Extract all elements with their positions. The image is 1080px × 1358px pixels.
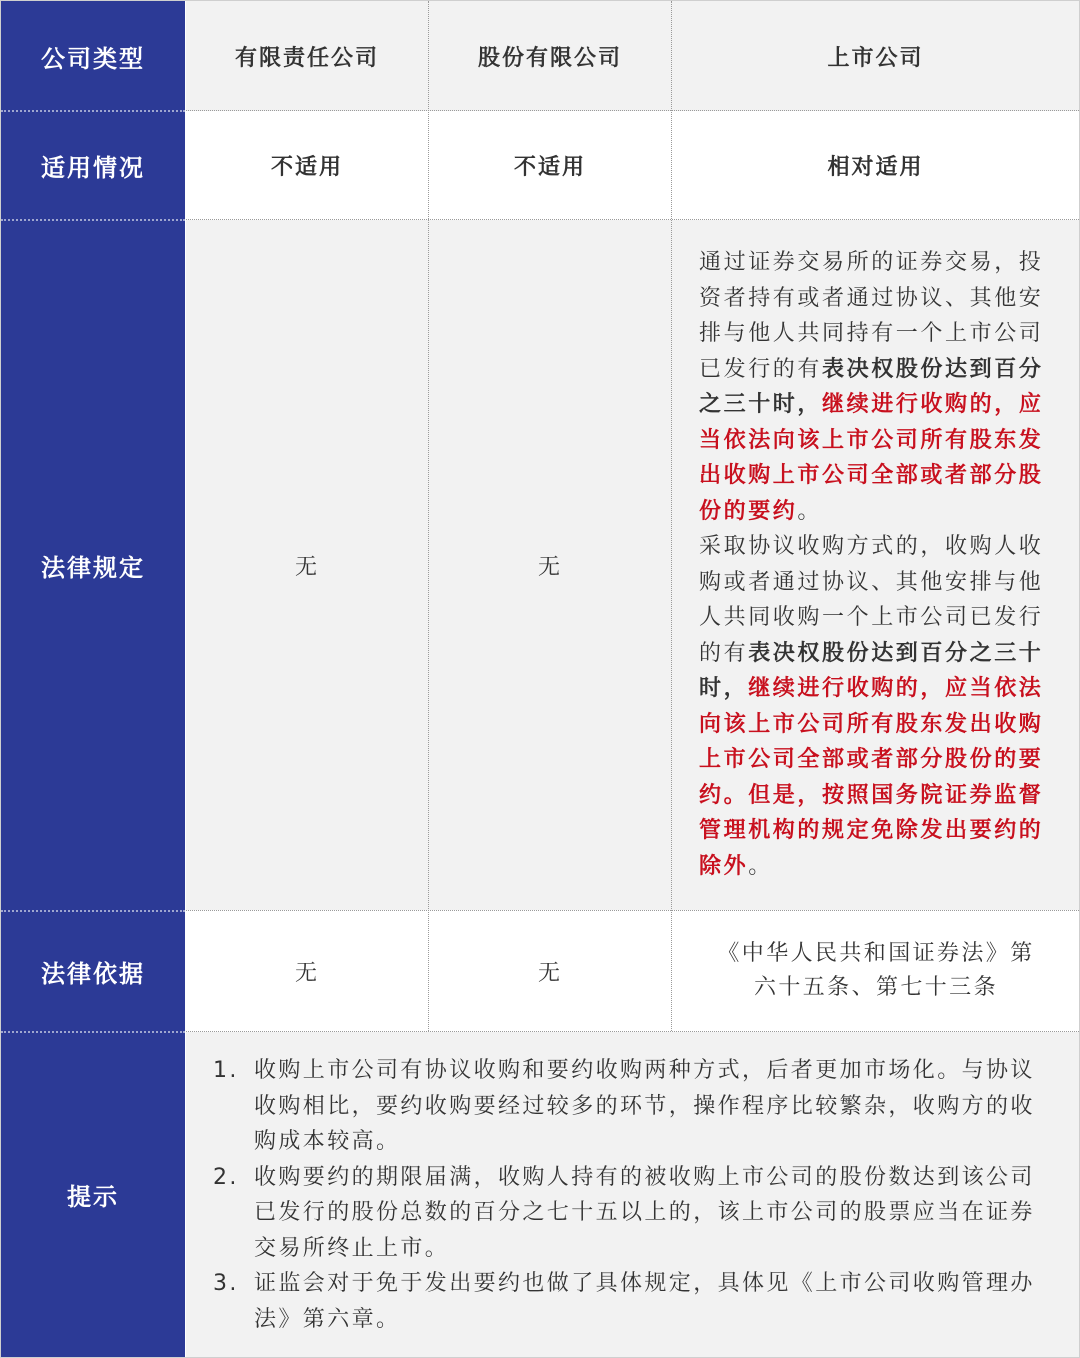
legal-basis-llc: 无 [294,960,319,986]
rule-text-end: 。 [797,498,823,524]
tip-text: 收购上市公司有协议收购和要约收购两种方式，后者更加市场化。与协议收购相比，要约收购要经过较多的环节，操作程序比较繁杂，收购方的收购成本较高。 [254,1058,1035,1154]
rule-text-normal: 通过证券交易所的证券交易，投资者持有或者通过协议、其他安排与他人共同持有一个上市公司已发行的有 [699,250,1044,382]
column-header-llc: 有限责任公司 [234,45,379,71]
rule-text-end: 。 [748,853,773,879]
legal-rules-llc: 无 [294,554,319,580]
tip-item [213,1266,1058,1337]
rule-paragraph-2 [699,529,1059,884]
header-company-type: 公司类型 [41,44,145,73]
legal-basis-jsc: 无 [537,960,562,986]
column-header-listed: 上市公司 [827,45,924,71]
tip-number: 2. [213,1164,239,1190]
rule-text-highlight: 继续进行收购的，应当依法向该上市公司所有股东发出收购上市公司全部或者部分股份的要约。但是，按照国务院证券监督管理机构的规定免除发出要约的除外 [699,676,1044,879]
tip-number: 1. [213,1058,239,1083]
rule-text-normal: 采取协议收购方式的，收购人收购或者通过协议、其他安排与他人共同收购一个上市公司已发行的有 [699,534,1044,666]
header-tips: 提示 [67,1183,119,1211]
applicability-listed: 相对适用 [827,154,924,180]
legal-rules-listed [699,245,1059,884]
legal-basis-line-1: 《中华人民共和国证券法》第 [717,941,1035,966]
rule-text-highlight: 继续进行收购的，应当依法向该上市公司所有股东发出收购上市公司全部或者部分股份的要约 [699,392,1044,524]
rule-text-bold: 表决权股份达到百分之三十时， [699,640,1044,701]
tip-text: 证监会对于免于发出要约也做了具体规定，具体见《上市公司收购管理办法》第六章。 [254,1271,1035,1332]
tip-item [213,1053,1058,1160]
tip-item [213,1160,1058,1267]
header-applicability: 适用情况 [41,153,145,182]
applicability-jsc: 不适用 [513,154,586,180]
applicability-llc: 不适用 [270,154,343,180]
legal-rules-jsc: 无 [537,554,562,580]
header-legal-basis: 法律依据 [41,959,145,988]
tip-number: 3. [213,1271,239,1296]
column-header-jsc: 股份有限公司 [477,45,622,71]
legal-basis-line-2: 六十五条、第七十三条 [753,975,998,1000]
rule-text-bold: 表决权股份达到百分之三十时， [699,356,1044,417]
rule-paragraph-1 [699,245,1059,529]
row-divider [186,1031,1079,1032]
tips-list [213,1053,1058,1337]
tip-text: 收购要约的期限届满，收购人持有的被收购上市公司的股份数达到该公司已发行的股份总数的百分之七十五以上的，该上市公司的股票应当在证券交易所终止上市。 [254,1164,1035,1261]
legal-basis-listed [673,911,1079,1031]
header-legal-rules: 法律规定 [41,553,145,582]
header-column [1,1,185,1357]
